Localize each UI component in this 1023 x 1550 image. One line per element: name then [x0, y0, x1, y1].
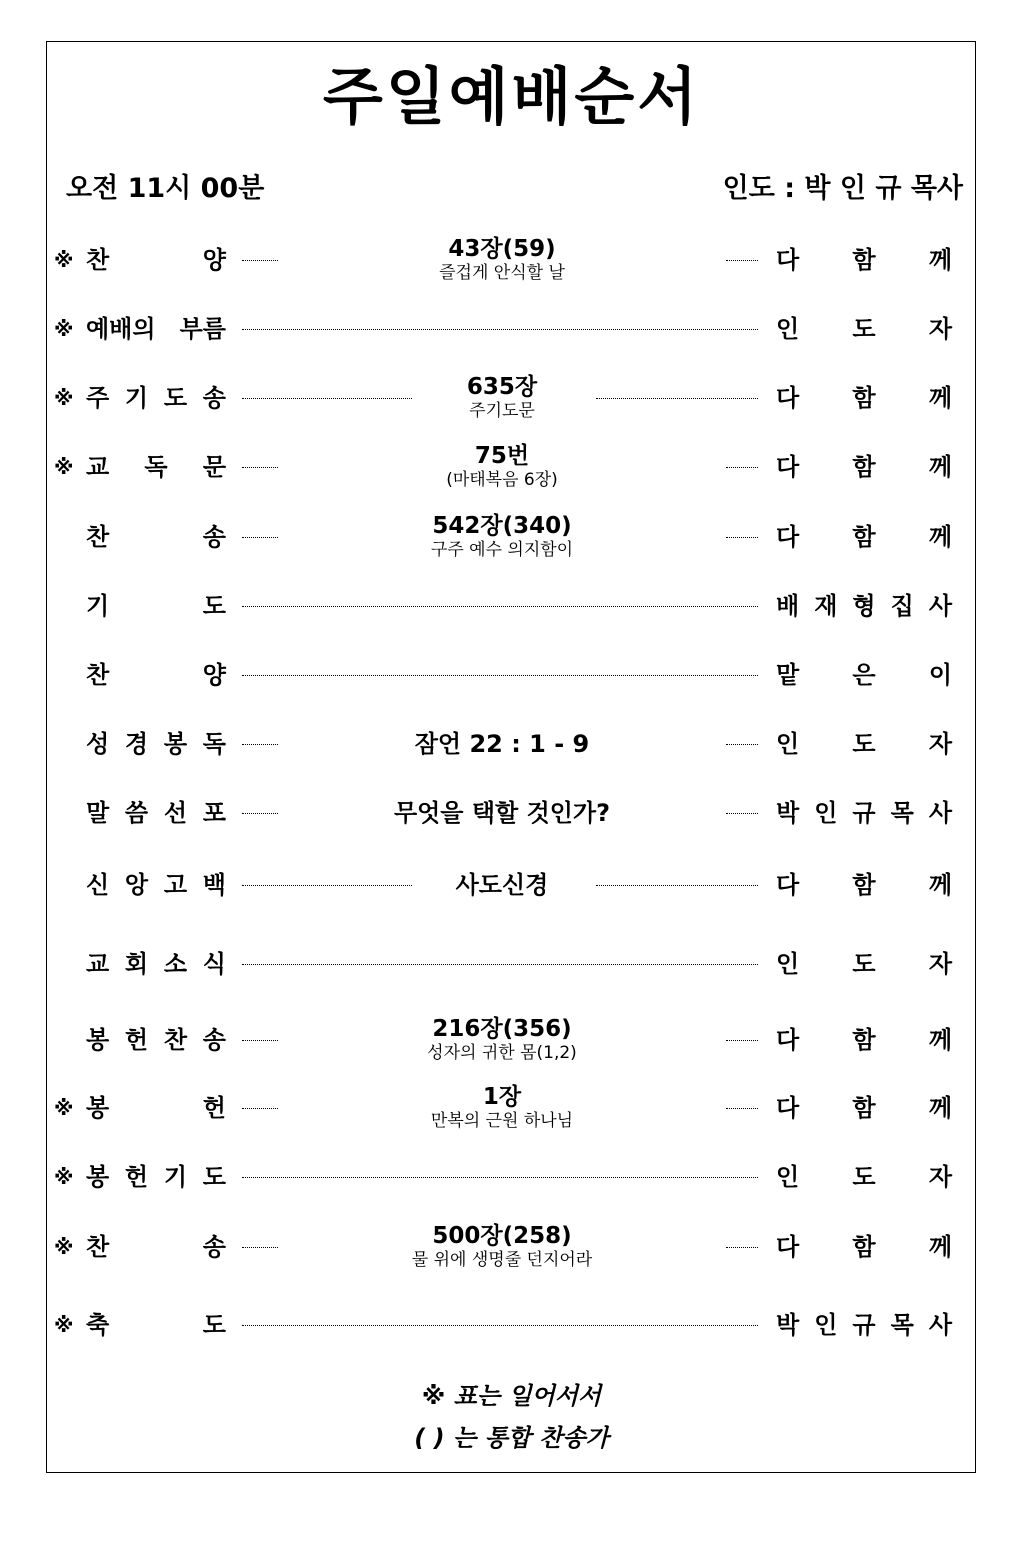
order-item: [50, 714, 956, 774]
order-item-content: [330, 1217, 674, 1277]
order-item: [50, 1295, 956, 1355]
dot-leader: [242, 1325, 758, 1326]
order-item-leader: 맡 은 이: [776, 661, 952, 689]
dot-leader: [242, 1247, 278, 1248]
dot-leader: [242, 744, 278, 745]
order-item-leader: 박 인 규 목 사: [776, 799, 952, 827]
hymn-number: 635장: [466, 374, 538, 400]
order-item-leader: 다 함 께: [776, 523, 952, 551]
order-item: [50, 368, 956, 428]
order-item-leader: 다 함 께: [776, 246, 952, 274]
dot-leader: [242, 675, 758, 676]
standing-mark: ※: [54, 1313, 74, 1337]
order-item: [50, 1147, 956, 1207]
order-item: [50, 934, 956, 994]
footer-note-hymnal: ( ) 는 통합 찬송가: [414, 1424, 609, 1452]
hymn-number: 잠언 22 : 1 - 9: [414, 730, 590, 758]
order-item-content: [330, 783, 674, 843]
order-item-label: 교 독 문: [86, 453, 226, 481]
hymn-number: 사도신경: [455, 871, 549, 899]
dot-leader: [596, 885, 758, 886]
dot-leader: [242, 537, 278, 538]
dot-leader: [726, 1247, 758, 1248]
hymn-number: 1장: [482, 1084, 522, 1110]
standing-mark: ※: [54, 455, 74, 479]
order-item-leader: 인 도 자: [776, 730, 952, 758]
order-item-label: 축 도: [86, 1311, 226, 1339]
order-item: [50, 437, 956, 497]
page-title: 주일예배순서: [322, 60, 701, 133]
hymn-number: 75번: [474, 443, 530, 469]
dot-leader: [242, 606, 758, 607]
order-item-label: 찬 송: [86, 1233, 226, 1261]
standing-mark: ※: [54, 1235, 74, 1259]
dot-leader: [242, 260, 278, 261]
order-item-leader: 다 함 께: [776, 1233, 952, 1261]
order-item-leader: 다 함 께: [776, 1026, 952, 1054]
order-item-leader: 인 도 자: [776, 950, 952, 978]
order-item-label: 봉 헌 찬 송: [86, 1026, 226, 1054]
order-item: [50, 645, 956, 705]
dot-leader: [726, 1040, 758, 1041]
dot-leader: [726, 467, 758, 468]
order-item: [50, 1010, 956, 1070]
order-item-label: 기 도: [86, 592, 226, 620]
order-item-leader: 다 함 께: [776, 871, 952, 899]
order-item-content: [330, 1078, 674, 1138]
order-item-leader: 인 도 자: [776, 315, 952, 343]
order-item-leader: 박 인 규 목 사: [776, 1311, 952, 1339]
order-item-label: 예배의 부름: [86, 315, 226, 343]
order-item-label: 신 앙 고 백: [86, 871, 226, 899]
order-item: [50, 1078, 956, 1138]
dot-leader: [242, 1040, 278, 1041]
dot-leader: [242, 1177, 758, 1178]
order-item: [50, 230, 956, 290]
hymn-number: 무엇을 택할 것인가?: [393, 799, 611, 827]
dot-leader: [242, 329, 758, 330]
footer-note-standing: ※ 표는 일어서서: [421, 1382, 602, 1410]
service-time: 오전 11시 00분: [66, 173, 265, 204]
order-item-label: 성 경 봉 독: [86, 730, 226, 758]
order-item-content: [330, 714, 674, 774]
order-item-content: [330, 230, 674, 290]
order-item-content: [330, 1010, 674, 1070]
order-item-label: 찬 양: [86, 661, 226, 689]
order-item: [50, 1217, 956, 1277]
standing-mark: ※: [54, 317, 74, 341]
order-item-leader: 다 함 께: [776, 1094, 952, 1122]
order-item-leader: 인 도 자: [776, 1163, 952, 1191]
order-item-label: 찬 양: [86, 246, 226, 274]
order-item-leader: 다 함 께: [776, 384, 952, 412]
dot-leader: [726, 1108, 758, 1109]
hymn-title: 구주 예수 의지함이: [430, 540, 574, 560]
order-item-label: 찬 송: [86, 523, 226, 551]
presider: 인도 : 박 인 규 목사: [722, 173, 963, 204]
order-item: [50, 507, 956, 567]
hymn-title: 물 위에 생명줄 던지어라: [411, 1250, 593, 1270]
order-item: [50, 783, 956, 843]
order-item-content: [330, 507, 674, 567]
order-item-label: 봉 헌 기 도: [86, 1163, 226, 1191]
dot-leader: [242, 1108, 278, 1109]
order-item-label: 말 씀 선 포: [86, 799, 226, 827]
standing-mark: ※: [54, 1165, 74, 1189]
standing-mark: ※: [54, 1096, 74, 1120]
dot-leader: [726, 260, 758, 261]
dot-leader: [726, 537, 758, 538]
dot-leader: [242, 885, 412, 886]
order-item-leader: 다 함 께: [776, 453, 952, 481]
hymn-title: 만복의 근원 하나님: [430, 1111, 574, 1131]
dot-leader: [242, 813, 278, 814]
hymn-title: 성자의 귀한 몸(1,2): [427, 1043, 577, 1063]
hymn-title: 즐겁게 안식할 날: [439, 263, 565, 283]
hymn-title: (마태복음 6장): [446, 470, 558, 490]
order-item: [50, 576, 956, 636]
dot-leader: [242, 467, 278, 468]
order-item-leader: 배 재 형 집 사: [776, 592, 952, 620]
order-item: [50, 855, 956, 915]
standing-mark: ※: [54, 248, 74, 272]
dot-leader: [242, 398, 412, 399]
dot-leader: [726, 744, 758, 745]
hymn-number: 542장(340): [432, 513, 572, 539]
hymn-number: 43장(59): [448, 236, 556, 262]
order-item-content: [330, 437, 674, 497]
dot-leader: [596, 398, 758, 399]
order-item: [50, 299, 956, 359]
order-item-label: 봉 헌: [86, 1094, 226, 1122]
hymn-number: 500장(258): [432, 1223, 572, 1249]
order-item-label: 교 회 소 식: [86, 950, 226, 978]
hymn-title: 주기도문: [469, 401, 535, 421]
dot-leader: [242, 964, 758, 965]
dot-leader: [726, 813, 758, 814]
hymn-number: 216장(356): [432, 1016, 572, 1042]
standing-mark: ※: [54, 386, 74, 410]
order-item-label: 주 기 도 송: [86, 384, 226, 412]
